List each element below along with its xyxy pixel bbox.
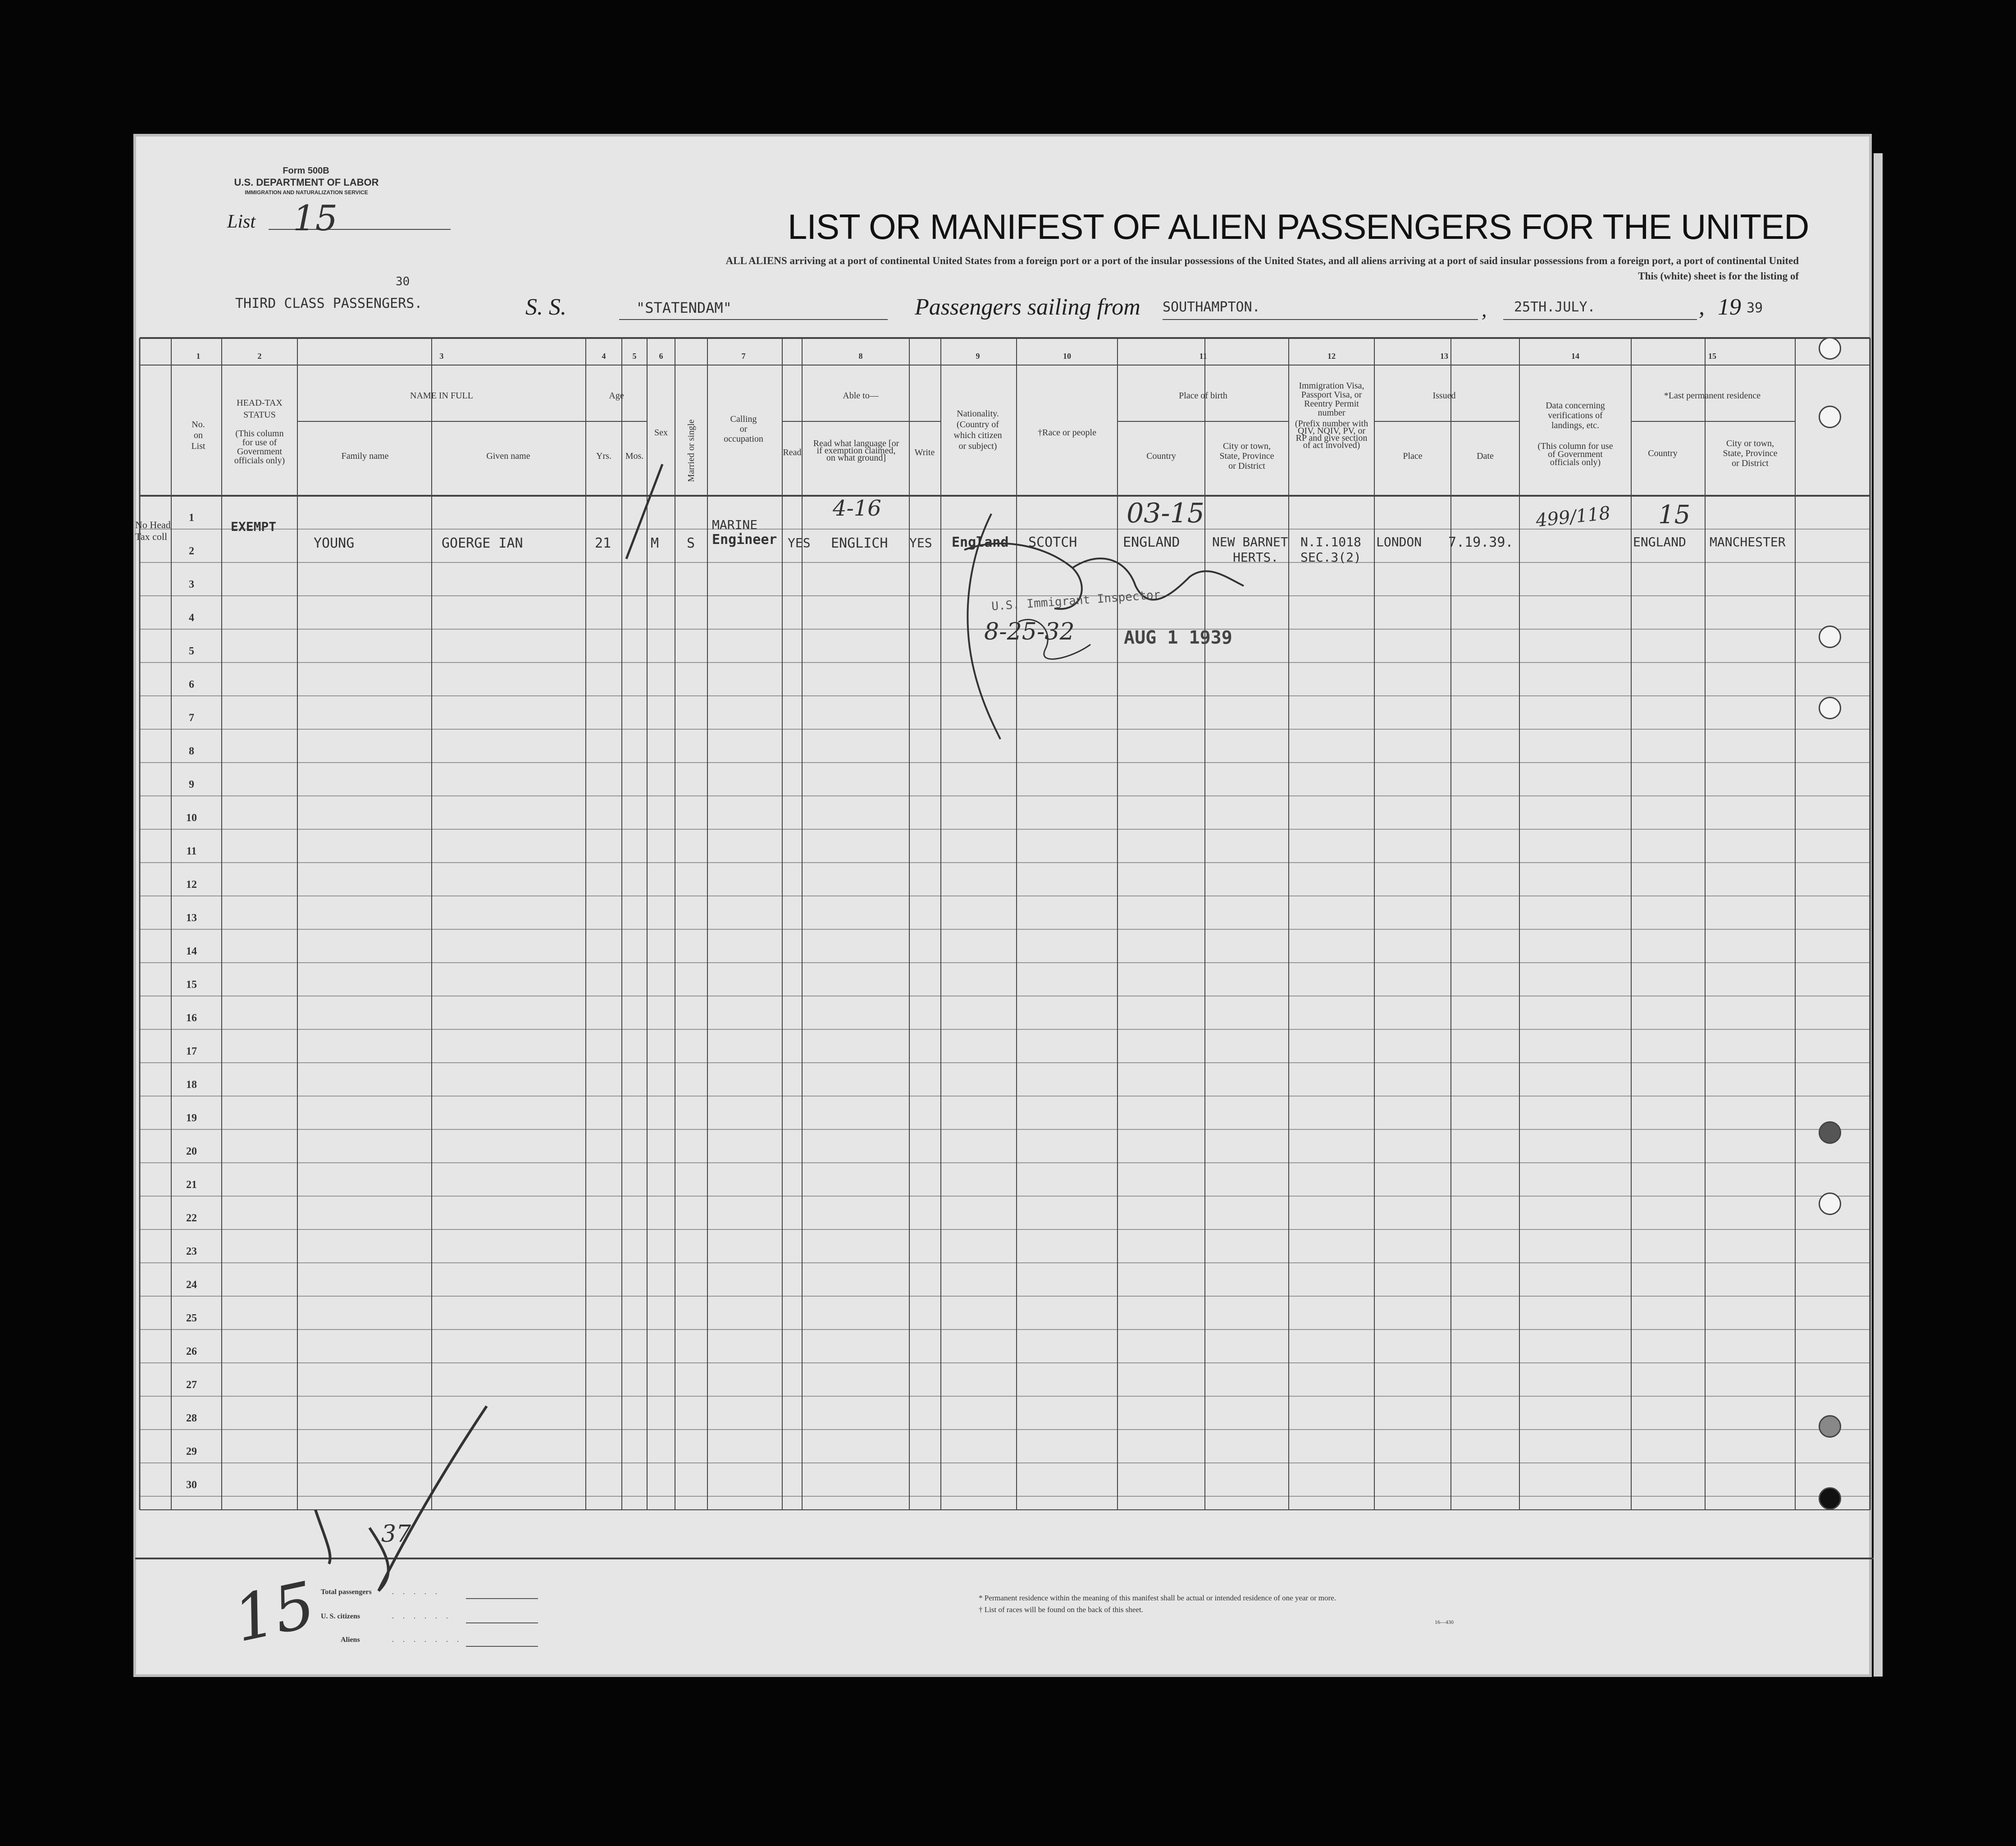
header-no-on-list: No. [192, 420, 205, 430]
header-visa: Immigration Visa, [1299, 381, 1364, 391]
row-number: 2 [189, 545, 194, 557]
header-verifications: landings, etc. [1551, 420, 1600, 430]
header-name-in-full: NAME IN FULL [410, 391, 473, 401]
header-verifications: Data concerning [1546, 401, 1605, 411]
header-issued: Issued [1432, 391, 1456, 401]
aliens-label: Aliens [341, 1636, 360, 1644]
header-visa-note: RP and give section [1295, 433, 1368, 443]
header-birth-city: City or town, [1222, 441, 1271, 451]
row-number: 20 [186, 1146, 197, 1157]
citizens-line [466, 1622, 538, 1623]
binding-hole [1819, 626, 1841, 648]
header-verifications-note: of Government [1548, 449, 1603, 459]
header-read-language: on what ground] [826, 453, 886, 463]
header-verifications-note: (This column for use [1537, 441, 1613, 451]
header-visa: Passport Visa, or [1301, 390, 1362, 400]
column-number: 13 [1440, 352, 1448, 361]
header-mos: Mos. [625, 451, 644, 461]
header-verifications-note: officials only) [1550, 457, 1601, 467]
footnote-races: † List of races will be found on the back of this sheet. [979, 1605, 1143, 1614]
header-nationality: Nationality. [957, 409, 999, 419]
given-name-value: GOERGE IAN [442, 535, 523, 551]
dots-1: . . . . . [392, 1588, 441, 1596]
row-number: 28 [186, 1412, 197, 1424]
verification-value: 499/118 [1535, 503, 1612, 531]
header-head-tax-note: officials only) [234, 456, 285, 466]
class-count: 30 [396, 275, 410, 288]
row-number: 30 [186, 1479, 197, 1491]
header-nationality: which citizen [953, 430, 1002, 440]
head-tax-value: EXEMPT [231, 519, 277, 534]
margin-note: No Head Tax coll [135, 519, 171, 542]
visa-line-1: N.I.1018 [1300, 535, 1361, 549]
header-nationality: (Country of [957, 420, 999, 430]
header-visa-note: (Prefix number with [1295, 419, 1368, 429]
handwritten-total: 37 [381, 1521, 411, 1548]
occupation-line-2: Engineer [712, 532, 777, 548]
row-number: 18 [186, 1079, 197, 1091]
age-value: 21 [595, 535, 611, 551]
row-number: 1 [189, 512, 194, 524]
language-value: ENGLICH [831, 535, 888, 551]
binding-hole [1819, 406, 1841, 428]
header-res-city: City or town, [1726, 439, 1774, 448]
row-numbers [186, 512, 197, 1491]
sailing-date: 25TH.JULY. [1514, 299, 1596, 315]
department: U.S. DEPARTMENT OF LABOR [234, 177, 379, 188]
res-country-value: ENGLAND [1633, 535, 1687, 549]
row-number: 5 [189, 645, 194, 657]
row-number: 15 [186, 979, 197, 991]
column-number: 4 [602, 352, 606, 361]
ss-label: S. S. [525, 294, 566, 320]
family-name-value: YOUNG [314, 535, 355, 551]
row-number: 19 [186, 1112, 197, 1124]
sailing-label: Passengers sailing from [915, 294, 1140, 320]
header-calling: occupation [724, 434, 763, 444]
header-able-to: Able to— [843, 391, 879, 401]
row-number: 6 [189, 679, 194, 690]
header-read-language: if exemption claimed, [816, 446, 896, 456]
class-label: THIRD CLASS PASSENGERS. [235, 296, 423, 311]
birth-city-line-1: NEW BARNET [1212, 535, 1288, 549]
row-number: 7 [189, 712, 194, 724]
res-city-value: MANCHESTER [1710, 535, 1786, 549]
column-number: 10 [1063, 352, 1071, 361]
binding-hole [1819, 1487, 1841, 1510]
nationality-value: England [952, 535, 1009, 550]
column-number: 1 [196, 352, 201, 361]
header-birth-city: or District [1228, 461, 1265, 471]
column-number: 12 [1327, 352, 1336, 361]
annotation-residence-code: 15 [1658, 500, 1691, 530]
header-given-name: Given name [486, 451, 530, 461]
row-number: 29 [186, 1446, 197, 1458]
header-res-city: State, Province [1723, 448, 1778, 458]
comma-2: , [1699, 294, 1705, 320]
row-number: 26 [186, 1346, 197, 1357]
list-number: 15 [293, 198, 338, 239]
us-citizens-label: U. S. citizens [321, 1613, 360, 1620]
column-number: 14 [1571, 352, 1579, 361]
header-no-on-list: List [191, 441, 205, 451]
row-number: 24 [186, 1279, 197, 1291]
aliens-line [466, 1646, 538, 1647]
header-family-name: Family name [341, 451, 389, 461]
handwritten-list-number: 15 [228, 1568, 322, 1657]
sex-value: M [651, 535, 659, 551]
read-value: YES [788, 535, 811, 550]
row-number: 16 [186, 1012, 197, 1024]
header-age: Age [609, 391, 624, 401]
header-read-language: Read what language [or [813, 439, 899, 448]
header-head-tax-note: Government [237, 447, 282, 457]
row-number: 17 [186, 1046, 197, 1057]
stamp-date: AUG 1 1939 [1124, 627, 1232, 648]
comma: , [1482, 298, 1487, 321]
row-number: 14 [186, 946, 197, 957]
header-calling: or [739, 424, 748, 434]
header-visa-note: QIV, NQIV, PV, or [1297, 426, 1366, 436]
header-no-on-list: on [194, 430, 203, 440]
row-number: 22 [186, 1212, 197, 1224]
subtitle-line-1: ALL ALIENS arriving at a port of continental United States from a foreign port or a port of the insular possessions of the United States, and all aliens arriving at a port of said insular possessions from a foreign port, a port of continental United [725, 255, 1799, 266]
issued-place-value: LONDON [1376, 535, 1422, 549]
column-number: 7 [741, 352, 746, 361]
port-name: SOUTHAMPTON. [1163, 299, 1260, 315]
birth-city-line-2: HERTS. [1233, 550, 1279, 565]
header-head-tax-note: for use of [242, 438, 277, 448]
binding-hole [1819, 697, 1841, 719]
header-issued-date: Date [1477, 451, 1494, 461]
header-res-country: Country [1648, 448, 1678, 458]
print-code: 16—430 [1435, 1619, 1454, 1625]
row-number: 9 [189, 779, 194, 790]
occupation-line-1: MARINE [712, 517, 758, 532]
row-number: 8 [189, 745, 194, 757]
header-place-of-birth: Place of birth [1179, 391, 1227, 401]
stamp-code: 8-25-32 [984, 618, 1075, 645]
header-visa: number [1318, 408, 1346, 418]
sex-check-mark [617, 460, 671, 568]
write-value: YES [909, 535, 932, 550]
column-number: 6 [659, 352, 663, 361]
column-headers [191, 381, 1777, 482]
row-number: 27 [186, 1379, 197, 1391]
header-head-tax: STATUS [243, 410, 276, 420]
issued-date-value: 7.19.39. [1448, 535, 1514, 550]
subtitle-line-2: This (white) sheet is for the listing of [1638, 270, 1799, 282]
header-verifications: verifications of [1548, 411, 1603, 420]
header-head-tax-note: (This column [235, 429, 284, 439]
birth-country-value: ENGLAND [1123, 535, 1180, 550]
list-label: List [227, 211, 256, 232]
service: IMMIGRATION AND NATURALIZATION SERVICE [245, 189, 368, 196]
header-calling: Calling [730, 414, 757, 424]
binding-hole [1819, 1193, 1841, 1215]
row-number: 13 [186, 912, 197, 924]
ship-name: "STATENDAM" [636, 299, 732, 316]
row-number: 11 [186, 845, 197, 857]
married-value: S [687, 535, 695, 551]
year-prefix: 19 [1718, 294, 1741, 320]
row-number: 3 [189, 579, 194, 590]
column-number: 9 [976, 352, 980, 361]
header-sex: Sex [654, 428, 668, 438]
header-visa: Reentry Permit [1304, 399, 1359, 409]
binding-hole [1819, 337, 1841, 360]
header-birth-city: State, Province [1219, 451, 1274, 461]
footer-check-marks [288, 1402, 496, 1600]
binding-hole [1819, 1121, 1841, 1144]
dots-2: . . . . . . [392, 1613, 452, 1620]
column-numbers [196, 352, 1717, 361]
header-birth-country: Country [1146, 451, 1176, 461]
column-number: 11 [1199, 352, 1207, 361]
dots-3: . . . . . . . [392, 1636, 462, 1644]
row-number: 25 [186, 1312, 197, 1324]
race-value: SCOTCH [1028, 535, 1077, 550]
column-number: 3 [439, 352, 444, 361]
header-read: Read [783, 448, 802, 457]
row-number: 12 [186, 879, 197, 891]
column-number: 8 [858, 352, 863, 361]
row-number: 10 [186, 812, 197, 824]
column-number: 2 [257, 352, 262, 361]
year-suffix: 39 [1747, 300, 1763, 316]
manifest-title: LIST OR MANIFEST OF ALIEN PASSENGERS FOR THE UNITED [788, 207, 1809, 247]
header-yrs: Yrs. [596, 451, 611, 461]
inspector-stamp: U.S. Immigrant Inspector [991, 588, 1161, 614]
header-issued-place: Place [1403, 451, 1423, 461]
form-number: Form 500B [283, 166, 329, 176]
header-race: †Race or people [1038, 428, 1096, 438]
header-write: Write [914, 448, 935, 457]
annotation-birth-code: 03-15 [1127, 498, 1204, 529]
footnote-residence: * Permanent residence within the meaning of this manifest shall be actual or intended residence of one year or more. [979, 1594, 1336, 1602]
annotation-language-code: 4-16 [833, 496, 881, 521]
row-number: 23 [186, 1246, 197, 1257]
binding-hole [1819, 1415, 1841, 1438]
header-last-residence: *Last permanent residence [1664, 391, 1761, 401]
total-passengers-label: Total passengers [321, 1588, 372, 1596]
header-res-city: or District [1732, 458, 1769, 468]
header-head-tax: HEAD-TAX [237, 398, 283, 408]
row-number: 21 [186, 1179, 197, 1191]
column-number: 5 [632, 352, 637, 361]
header-visa-note: of act involved) [1303, 440, 1360, 450]
visa-line-2: SEC.3(2) [1300, 550, 1361, 565]
header-nationality: or subject) [958, 441, 997, 451]
row-number: 4 [189, 612, 194, 624]
column-number: 15 [1708, 352, 1716, 361]
header-married: Married or single [686, 419, 696, 482]
